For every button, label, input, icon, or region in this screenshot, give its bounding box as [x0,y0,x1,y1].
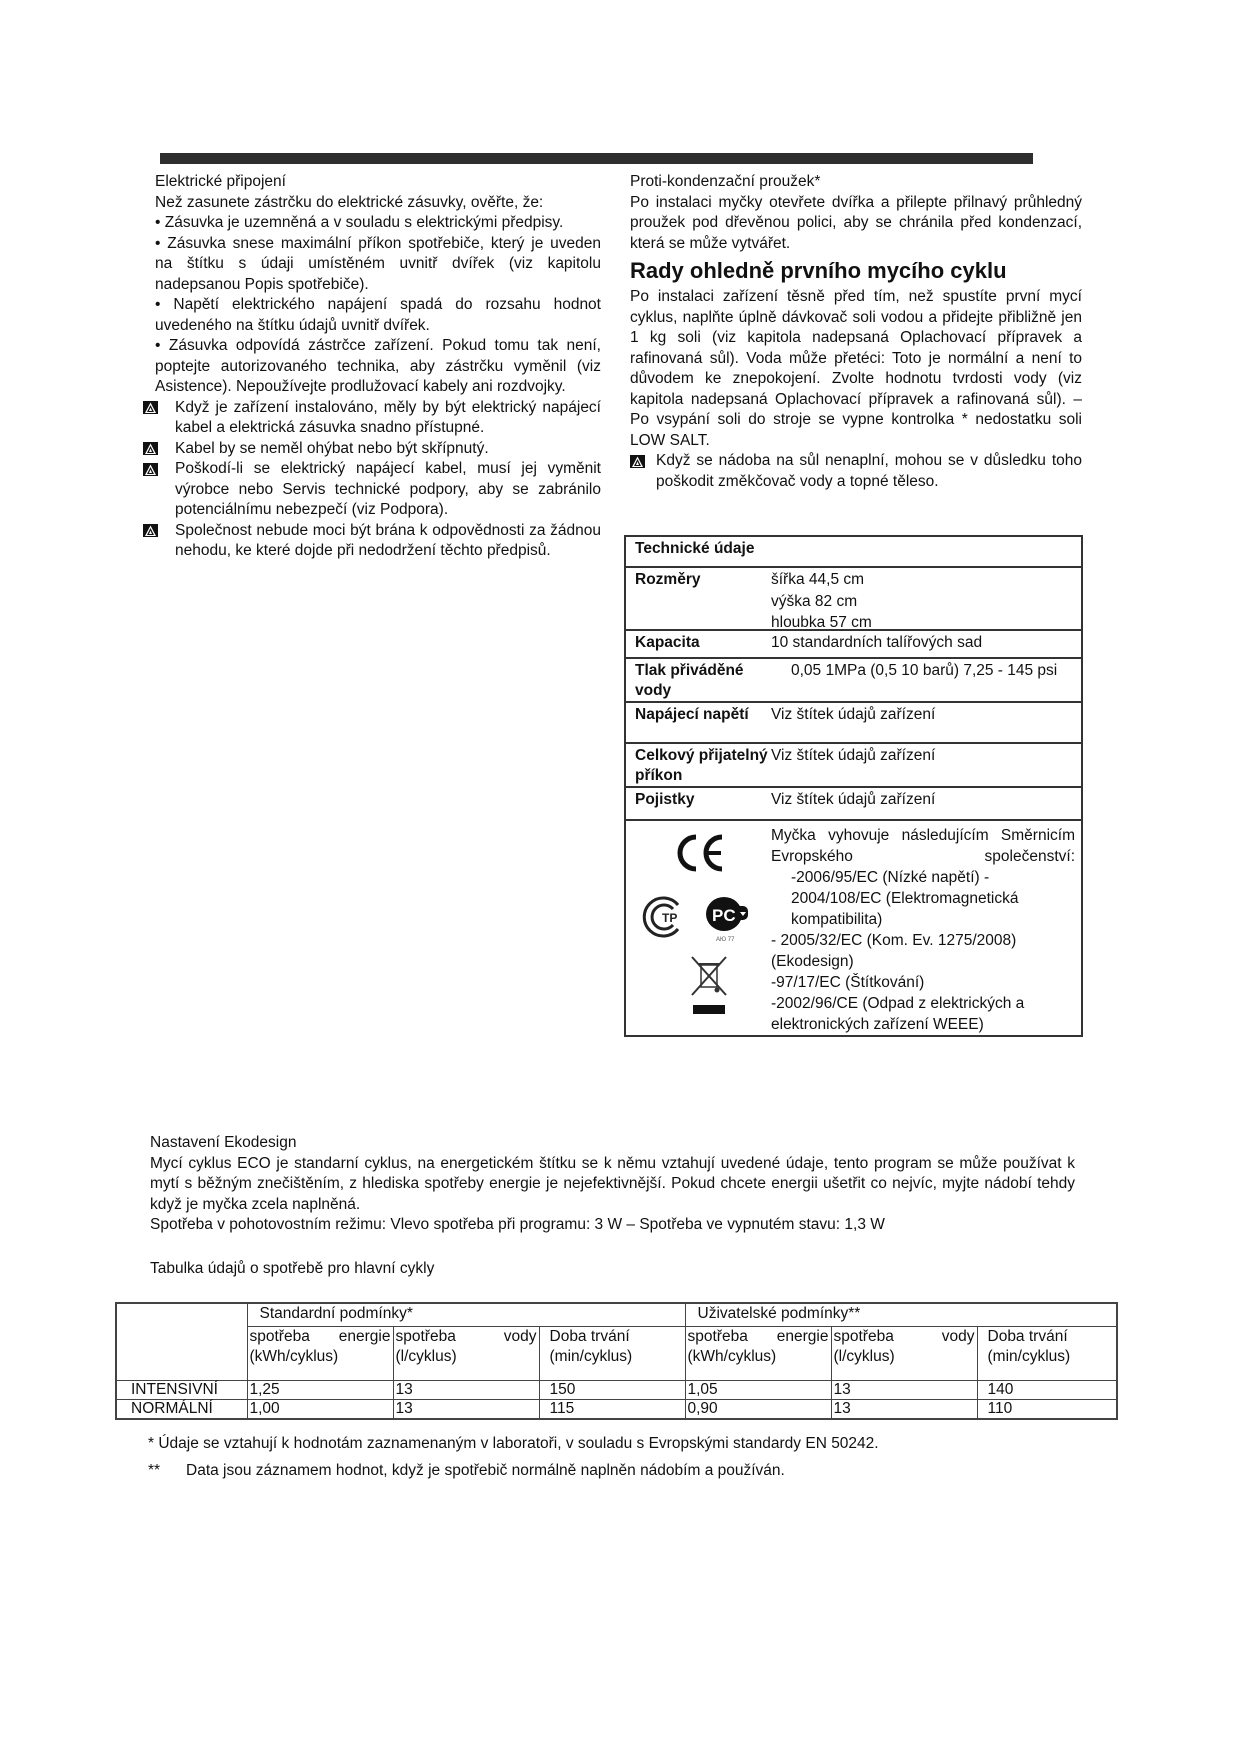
ecodesign-section [150,1133,1075,1236]
group-user: Uživatelské podmínky** [685,1303,1117,1327]
ce-mark-icon [674,833,726,873]
cell: 13 [831,1400,977,1420]
directive-line: -2002/96/CE (Odpad z elektrických a elektronických zařízení WEEE) [771,995,1025,1033]
bullet-item: • Zásuvka snese maximální příkon spotřebiče, který je uveden na štítku s údaji umístěném uvnitř dvířek (viz kapitolu nadepsanou Popis spotřebiče). [155,234,601,293]
first-cycle-heading: Rady ohledně prvního mycího cyklu [630,258,1007,283]
warning-icon [143,521,175,541]
table-row [625,702,1082,743]
value-line: šířka 44,5 cm [771,571,865,588]
table-row [625,787,1082,820]
first-cycle-text: Po instalaci zařízení těsně před tím, než spustíte první mycí cyklus, naplňte úplně dávkovač soli vodou a přidejte přibližně jen 1 kg soli (viz kapitola nadepsaná Oplachovací přípravek a rafinovaná sůl). Voda může přetéci: Toto je normální a není to důvodem ke znepokojení. Zvolte hodnotu tvrdosti vody (viz kapitola nadepsaná Oplachovací přípravek a rafinovaná sůl). – Po vsypání soli do stroje se vypne kontrolka * nedostatku soli LOW SALT. [630,288,1082,449]
row-value: Viz štítek údajů zařízení [771,787,1082,820]
row-name: NORMÁLNÍ [116,1400,247,1420]
col-energy: spotřeba energie (kWh/cyklus) [685,1327,831,1381]
strip-title: Proti-kondenzační proužek* [630,173,821,190]
compliance-text [771,820,1082,1036]
row-value [771,567,1082,630]
cell: 150 [539,1381,685,1400]
right-column [630,172,1082,492]
warning-icon [630,451,656,471]
eac-tp-mark-icon [640,895,684,939]
row-label: Napájecí napětí [625,702,771,743]
standby-consumption: Spotřeba v pohotovostním režimu: Vlevo spotřeba při programu: 3 W – Spotřeba ve vypnutém stavu: 1,3 W [150,1216,885,1233]
cell: 13 [831,1381,977,1400]
intro-text: Než zasunete zástrčku do elektrické zásuvky, ověřte, že: [155,193,544,211]
col-water: spotřeba vody (l/cyklus) [393,1327,539,1381]
group-standard: Standardní podmínky* [247,1303,685,1327]
group-header-row [116,1303,1117,1327]
row-label: Tlak přiváděné vody [625,658,771,702]
svg-text:AЮ 77: AЮ 77 [716,937,735,943]
pct-mark-icon [704,895,752,945]
section-title: Elektrické připojení [155,173,286,190]
cell: 1,25 [247,1381,393,1400]
cell: 0,90 [685,1400,831,1420]
directive-line: -2006/95/EC (Nízké napětí) - [791,869,990,886]
strip-text: Po instalaci myčky otevřete dvířka a přilepte přilnavý průhledný proužek pod dřevěnou polici, aby se chránila před kondenzací, která se může vytvářet. [630,193,1082,252]
consumption-table-caption: Tabulka údajů o spotřebě pro hlavní cykly [150,1260,435,1277]
col-water: spotřeba vody (l/cyklus) [831,1327,977,1381]
row-label: Rozměry [625,567,771,630]
cell: 1,05 [685,1381,831,1400]
value-line: výška 82 cm [771,593,858,610]
warning-item: Když se nádoba na sůl nenaplní, mohou se v důsledku toho poškodit změkčovač vody a topné těleso. [630,451,1082,492]
col-energy: spotřeba energie (kWh/cyklus) [247,1327,393,1381]
weee-bin-icon [690,955,728,1017]
svg-text:TP: TP [662,911,678,925]
warning-icon [143,459,175,479]
col-duration: Doba trvání (min/cyklus) [977,1327,1117,1381]
warning-icon [143,439,175,459]
table-title: Technické údaje [635,540,755,557]
row-value: Viz štítek údajů zařízení [771,702,1082,743]
ecodesign-text: Mycí cyklus ECO je standarní cyklus, na energetickém štítku se k němu vztahují uvedené údaje, tento program se může používat k mytí s běžným znečištěním, z hlediska spotřeby energie je nejefektivnější. Pokud chcete energii ušetřit co nejvíc, myjte nádobí tehdy když je myčka zcela naplněná. [150,1154,1075,1213]
directive-line: 2004/108/EC (Elektromagnetická kompatibilita) [791,890,1019,928]
empty-corner-cell [116,1303,247,1381]
row-value: 0,05 1MPa (0,5 10 barů) 7,25 - 145 psi [771,658,1082,702]
cell: 13 [393,1400,539,1420]
col-duration: Doba trvání (min/cyklus) [539,1327,685,1381]
column-header-row [116,1327,1117,1381]
table-row [116,1400,1117,1420]
footnotes [148,1434,879,1481]
table-row [625,630,1082,658]
warning-item: Poškodí-li se elektrický napájecí kabel, musí jej vyměnit výrobce nebo Servis technické podpory, aby se zabránilo potenciálnímu nebezpečí (viz Podpora). [143,459,601,521]
cell: 13 [393,1381,539,1400]
compliance-row [625,820,1082,1036]
cell: 110 [977,1400,1117,1420]
svg-text:PC: PC [712,906,736,925]
warning-item: Když je zařízení instalováno, měly by být elektrický napájecí kabel a elektrická zásuvka snadno přístupné. [143,398,601,439]
certification-logos [625,820,771,1036]
cell: 140 [977,1381,1117,1400]
directive-line: - 2005/32/EC (Kom. Ev. 1275/2008) (Ekodesign) [771,932,1017,970]
row-value: Viz štítek údajů zařízení [771,743,1082,787]
row-label: Kapacita [625,630,771,658]
table-row [625,567,1082,630]
directive-line: -97/17/EC (Štítkování) [771,974,925,991]
bullet-item: • Zásuvka je uzemněná a v souladu s elektrickými předpisy. [155,214,564,231]
table-row [116,1381,1117,1400]
compliance-intro: Myčka vyhovuje následujícím Směrnicím Evropského společenství: [771,827,1075,865]
table-header-row [625,536,1082,567]
row-name: INTENSIVNÍ [116,1381,247,1400]
value-line: hloubka 57 cm [771,614,872,629]
bullet-item: • Napětí elektrického napájení spadá do rozsahu hodnot uvedeného na štítku údajů uvnitř dvířek. [155,296,601,334]
footnote-2 [148,1461,879,1481]
consumption-table [115,1302,1118,1420]
warning-item: Kabel by se neměl ohýbat nebo být skřípnutý. [143,439,601,460]
footnote-mark: ** [148,1462,161,1479]
row-value: 10 standardních talířových sad [771,630,1082,658]
warning-item: Společnost nebude moci být brána k odpovědnosti za žádnou nehodu, ke které dojde při nedodržení těchto předpisů. [143,521,601,562]
table-row [625,658,1082,702]
bullet-item: • Zásuvka odpovídá zástrčce zařízení. Pokud tomu tak není, poptejte autorizovaného technika, aby zástrčku vyměnil (viz Asistence). Nepoužívejte prodlužovací kabely ani rozdvojky. [155,337,601,395]
warning-icon [143,398,175,418]
footnote-1: * Údaje se vztahují k hodnotám zaznamenaným v laboratoři, v souladu s Evropskými standardy EN 50242. [148,1435,879,1452]
technical-data-table [624,535,1083,1037]
footnote-text: Data jsou záznamem hodnot, když je spotřebič normálně naplněn nádobím a používán. [186,1462,785,1479]
cell: 1,00 [247,1400,393,1420]
row-label: Celkový přijatelný příkon [625,743,771,787]
electrical-connection-section [155,172,601,562]
ecodesign-title: Nastavení Ekodesign [150,1134,297,1151]
cell: 115 [539,1400,685,1420]
table-row [625,743,1082,787]
row-label: Pojistky [625,787,771,820]
header-rule [160,153,1033,164]
